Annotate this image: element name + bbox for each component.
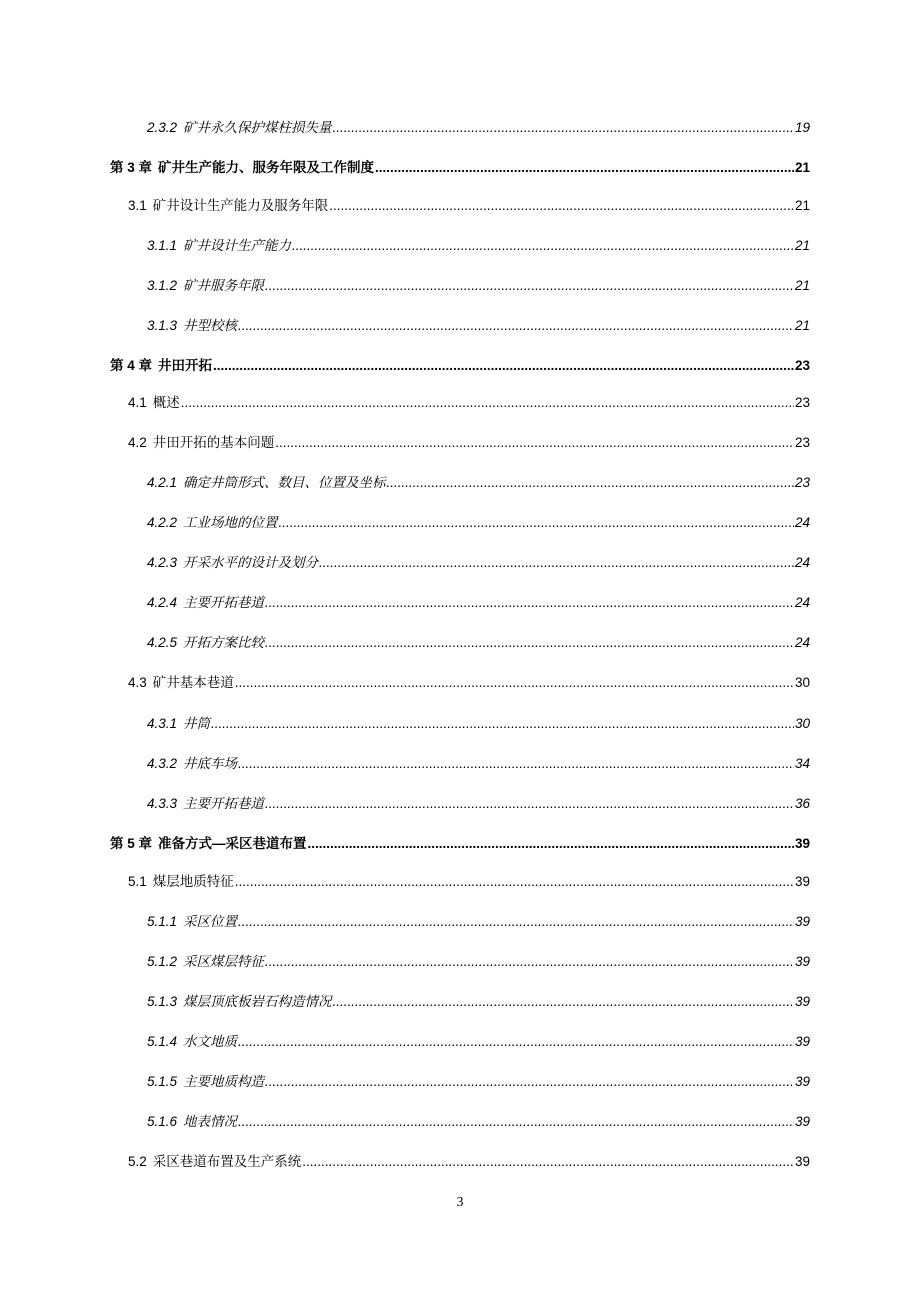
toc-dot-leader (265, 952, 794, 972)
toc-dot-leader (333, 118, 794, 138)
toc-dot-leader (275, 433, 794, 453)
toc-entry[interactable] (147, 1032, 810, 1052)
toc-entry[interactable] (147, 513, 810, 533)
toc-dot-leader (235, 673, 794, 693)
toc-entry-title: 矿井基本巷道 (152, 675, 234, 690)
toc-dot-leader (265, 1072, 794, 1092)
toc-entry-number: 4.2.4 (147, 595, 178, 610)
toc-dot-leader (238, 1032, 794, 1052)
toc-entry-number: 3.1 (128, 198, 147, 213)
toc-entry-number: 5.1.4 (147, 1034, 178, 1049)
toc-entry[interactable] (128, 872, 810, 892)
toc-entry-title: 煤层地质特征 (152, 874, 234, 889)
toc-entry-number: 4.2 (128, 435, 147, 450)
toc-entry[interactable] (128, 196, 810, 216)
toc-dot-leader (238, 754, 794, 774)
toc-entry[interactable] (128, 673, 810, 693)
toc-entry[interactable] (128, 1152, 810, 1172)
toc-entry-title: 地表情况 (183, 1114, 238, 1129)
toc-dot-leader (387, 473, 794, 493)
toc-entry[interactable] (147, 633, 810, 653)
toc-entry-title: 概述 (152, 395, 180, 410)
toc-dot-leader (238, 912, 794, 932)
toc-entry-number: 4.1 (128, 395, 147, 410)
toc-entry-title: 确定井筒形式、数目、位置及坐标 (183, 475, 386, 490)
toc-entry-number: 5.1.2 (147, 954, 178, 969)
toc-dot-leader (265, 593, 794, 613)
toc-entry-number: 3.1.2 (147, 278, 178, 293)
toc-dot-leader (319, 553, 794, 573)
toc-dot-leader (235, 872, 794, 892)
toc-entry-page: 23 (794, 395, 810, 410)
toc-entry-number: 5.1 (128, 874, 147, 889)
toc-entry-page: 24 (794, 635, 810, 650)
toc-entry-number: 5.1.6 (147, 1114, 178, 1129)
toc-entry-title: 矿井服务年限 (183, 278, 265, 293)
toc-entry-page: 21 (794, 238, 810, 253)
toc-entry-number: 4.3.2 (147, 756, 178, 771)
toc-entry-title: 井田开拓 (158, 358, 213, 373)
toc-entry-title: 主要开拓巷道 (183, 595, 265, 610)
toc-entry[interactable] (147, 952, 810, 972)
toc-entry-title: 井底车场 (183, 756, 238, 771)
toc-entry-number: 5.1.1 (147, 914, 178, 929)
toc-entry-number: 2.3.2 (147, 120, 178, 135)
toc-entry-title: 煤层顶底板岩石构造情况 (183, 994, 332, 1009)
toc-entry[interactable] (128, 433, 810, 453)
toc-entry-title: 矿井生产能力、服务年限及工作制度 (158, 160, 375, 175)
toc-entry-number: 3.1.1 (147, 238, 178, 253)
toc-entry-title: 采区煤层特征 (183, 954, 265, 969)
toc-entry-title: 井型校核 (183, 318, 238, 333)
toc-dot-leader (375, 158, 794, 178)
toc-dot-leader (265, 794, 794, 814)
toc-entry-title: 开拓方案比较 (183, 635, 265, 650)
toc-entry-page: 39 (794, 954, 810, 969)
toc-entry-number: 第 4 章 (110, 358, 153, 373)
toc-entry-title: 工业场地的位置 (183, 515, 278, 530)
toc-entry-title: 准备方式—采区巷道布置 (158, 836, 307, 851)
toc-entry-number: 3.1.3 (147, 318, 178, 333)
toc-entry-number: 第 3 章 (110, 160, 153, 175)
toc-entry[interactable] (147, 236, 810, 256)
toc-dot-leader (238, 316, 794, 336)
toc-entry-page: 39 (794, 994, 810, 1009)
toc-entry-number: 4.3.1 (147, 716, 178, 731)
toc-entry-number: 4.2.1 (147, 475, 178, 490)
toc-entry-title: 矿井设计生产能力及服务年限 (152, 198, 329, 213)
toc-entry[interactable] (147, 316, 810, 336)
toc-entry-title: 主要开拓巷道 (183, 796, 265, 811)
toc-entry[interactable] (110, 158, 810, 178)
toc-entry-page: 24 (794, 515, 810, 530)
toc-entry-page: 36 (794, 796, 810, 811)
toc-entry[interactable] (147, 473, 810, 493)
toc-entry-title: 主要地质构造 (183, 1074, 265, 1089)
toc-entry-title: 水文地质 (183, 1034, 238, 1049)
toc-entry-number: 5.1.3 (147, 994, 178, 1009)
toc-entry[interactable] (147, 754, 810, 774)
toc-entry-number: 4.2.5 (147, 635, 178, 650)
toc-entry[interactable] (147, 794, 810, 814)
toc-entry[interactable] (147, 118, 810, 138)
toc-entry-page: 21 (794, 278, 810, 293)
toc-entry-page: 39 (794, 1074, 810, 1089)
toc-entry[interactable] (110, 834, 810, 854)
toc-entry-page: 34 (794, 756, 810, 771)
toc-entry-page: 39 (794, 1154, 810, 1169)
toc-entry-page: 23 (794, 475, 810, 490)
toc-dot-leader (308, 834, 794, 854)
toc-entry-number: 4.2.2 (147, 515, 178, 530)
toc-entry[interactable] (147, 1112, 810, 1132)
toc-entry-title: 矿井永久保护煤柱损失量 (183, 120, 332, 135)
toc-entry-page: 30 (794, 716, 810, 731)
toc-dot-leader (265, 276, 794, 296)
toc-entry-page: 39 (794, 1114, 810, 1129)
toc-dot-leader (211, 714, 794, 734)
toc-entry[interactable] (147, 992, 810, 1012)
toc-entry[interactable] (110, 356, 810, 376)
toc-dot-leader (265, 633, 794, 653)
toc-entry[interactable] (147, 553, 810, 573)
toc-dot-leader (181, 393, 794, 413)
toc-entry-title: 采区位置 (183, 914, 238, 929)
toc-entry-page: 39 (794, 874, 810, 889)
toc-dot-leader (238, 1112, 794, 1132)
toc-entry-page: 21 (794, 318, 810, 333)
toc-entry-title: 采区巷道布置及生产系统 (152, 1154, 302, 1169)
toc-entry-number: 4.2.3 (147, 555, 178, 570)
toc-entry-number: 4.3.3 (147, 796, 178, 811)
toc-entry-number: 4.3 (128, 675, 147, 690)
toc-entry-page: 39 (794, 836, 810, 851)
page-number: 3 (456, 1195, 464, 1210)
toc-entry-number: 5.1.5 (147, 1074, 178, 1089)
toc-dot-leader (292, 236, 794, 256)
toc-entry-page: 23 (794, 358, 810, 373)
toc-entry-page: 21 (794, 160, 810, 175)
toc-dot-leader (213, 356, 794, 376)
toc-entry-page: 23 (794, 435, 810, 450)
toc-entry-page: 21 (794, 198, 810, 213)
toc-entry[interactable] (147, 593, 810, 613)
toc-entry-number: 第 5 章 (110, 836, 153, 851)
toc-entry-title: 矿井设计生产能力 (183, 238, 292, 253)
toc-entry-page: 39 (794, 1034, 810, 1049)
toc-entry-number: 5.2 (128, 1154, 147, 1169)
toc-entry-page: 19 (794, 120, 810, 135)
toc-dot-leader (333, 992, 794, 1012)
toc-dot-leader (329, 196, 794, 216)
toc-entry[interactable] (128, 393, 810, 413)
toc-entry-title: 井田开拓的基本问题 (152, 435, 275, 450)
toc-entry-title: 开采水平的设计及划分 (183, 555, 319, 570)
toc-entry-page: 24 (794, 595, 810, 610)
toc-entry-page: 39 (794, 914, 810, 929)
toc-entry[interactable] (147, 1072, 810, 1092)
toc-entry-page: 30 (794, 675, 810, 690)
toc-entry[interactable] (147, 912, 810, 932)
toc-entry[interactable] (147, 714, 810, 734)
toc-entry[interactable] (147, 276, 810, 296)
toc-dot-leader (302, 1152, 794, 1172)
toc-dot-leader (279, 513, 794, 533)
toc-entry-title: 井筒 (183, 716, 211, 731)
toc-entry-page: 24 (794, 555, 810, 570)
